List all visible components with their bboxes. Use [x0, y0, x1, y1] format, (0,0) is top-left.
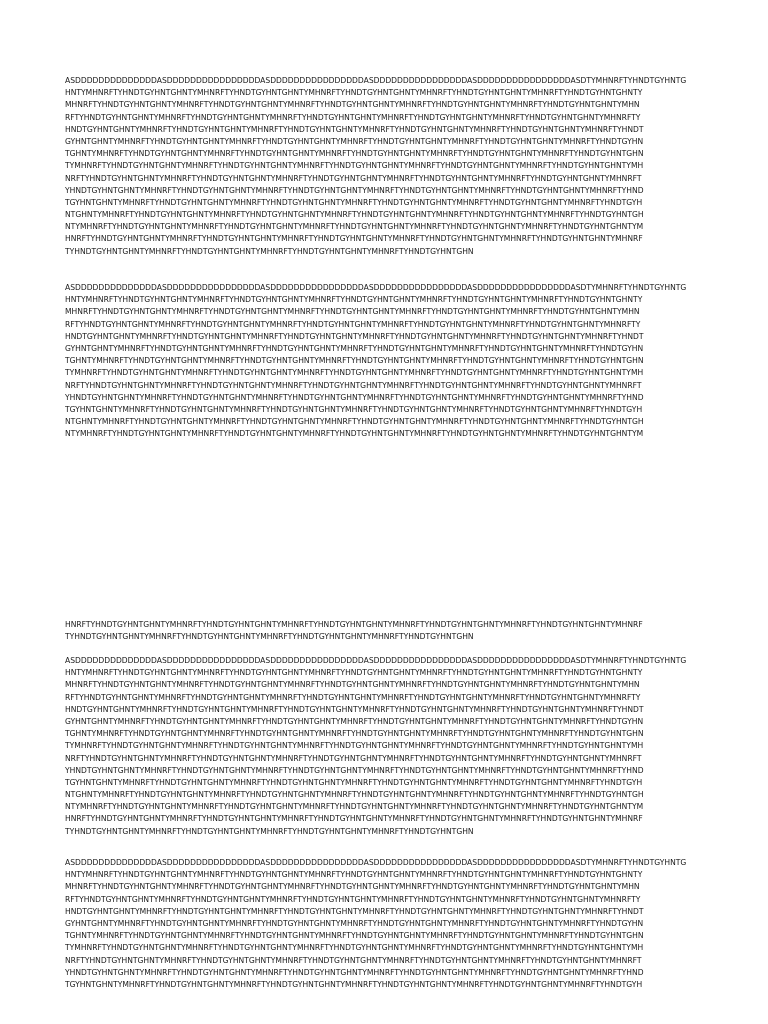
text-line: HNRFTYHNDTGYHNTGHNTYMHNRFTYHNDTGYHNTGHNTYMHNRFTYHNDTGYHNTGHNTYMHNRFTYHNDTGYHNTGHNTYMHNRFTYHNDTGYHNTGHNTYMHNRF	[65, 620, 643, 629]
text-line: NRFTYHNDTGYHNTGHNTYMHNRFTYHNDTGYHNTGHNTYMHNRFTYHNDTGYHNTGHNTYMHNRFTYHNDTGYHNTGHNTYMHNRFTYHNDTGYHNTGHNTYMHNRFT	[65, 380, 642, 390]
text-line: YHNDTGYHNTGHNTYMHNRFTYHNDTGYHNTGHNTYMHNRFTYHNDTGYHNTGHNTYMHNRFTYHNDTGYHNTGHNTYMHNRFTYHNDTGYHNTGHNTYMHNRFTYHND	[65, 765, 644, 775]
text-line: NRFTYHNDTGYHNTGHNTYMHNRFTYHNDTGYHNTGHNTYMHNRFTYHNDTGYHNTGHNTYMHNRFTYHNDTGYHNTGHNTYMHNRFTYHNDTGYHNTGHNTYMHNRFT	[65, 753, 642, 763]
text-line: RFTYHNDTGYHNTGHNTYMHNRFTYHNDTGYHNTGHNTYMHNRFTYHNDTGYHNTGHNTYMHNRFTYHNDTGYHNTGHNTYMHNRFTYHNDTGYHNTGHNTYMHNRFTY	[65, 692, 641, 702]
text-line: HNTYMHNRFTYHNDTGYHNTGHNTYMHNRFTYHNDTGYHNTGHNTYMHNRFTYHNDTGYHNTGHNTYMHNRFTYHNDTGYHNTGHNTYMHNRFTYHNDTGYHNTGHNTY	[65, 870, 643, 880]
text-line: NTGHNTYMHNRFTYHNDTGYHNTGHNTYMHNRFTYHNDTGYHNTGHNTYMHNRFTYHNDTGYHNTGHNTYMHNRFTYHNDTGYHNTGHNTYMHNRFTYHNDTGYHNTGH	[65, 417, 644, 427]
text-line: TGHNTYMHNRFTYHNDTGYHNTGHNTYMHNRFTYHNDTGYHNTGHNTYMHNRFTYHNDTGYHNTGHNTYMHNRFTYHNDTGYHNTGHNTYMHNRFTYHNDTGYHNTGHN	[65, 931, 644, 941]
text-line: ASDDDDDDDDDDDDDDASDDDDDDDDDDDDDDDDASDDDDDDDDDDDDDDDDASDDDDDDDDDDDDDDDDASDDDDDDDDDDDDDDDDASDTYMHNRFTYHNDTGYHNTG	[65, 76, 687, 85]
text-line: HNTYMHNRFTYHNDTGYHNTGHNTYMHNRFTYHNDTGYHNTGHNTYMHNRFTYHNDTGYHNTGHNTYMHNRFTYHNDTGYHNTGHNTYMHNRFTYHNDTGYHNTGHNTY	[65, 88, 643, 98]
text-line: TGYHNTGHNTYMHNRFTYHNDTGYHNTGHNTYMHNRFTYHNDTGYHNTGHNTYMHNRFTYHNDTGYHNTGHNTYMHNRFTYHNDTGYHNTGHNTYMHNRFTYHNDTGYH	[65, 979, 643, 989]
text-line: TGYHNTGHNTYMHNRFTYHNDTGYHNTGHNTYMHNRFTYHNDTGYHNTGHNTYMHNRFTYHNDTGYHNTGHNTYMHNRFTYHNDTGYHNTGHNTYMHNRFTYHNDTGYH	[65, 197, 643, 207]
text-line: HNTYMHNRFTYHNDTGYHNTGHNTYMHNRFTYHNDTGYHNTGHNTYMHNRFTYHNDTGYHNTGHNTYMHNRFTYHNDTGYHNTGHNTYMHNRFTYHNDTGYHNTGHNTY	[65, 295, 643, 305]
text-line: MHNRFTYHNDTGYHNTGHNTYMHNRFTYHNDTGYHNTGHNTYMHNRFTYHNDTGYHNTGHNTYMHNRFTYHNDTGYHNTGHNTYMHNRFTYHNDTGYHNTGHNTYMHN	[65, 680, 640, 690]
paragraph-4	[65, 655, 705, 838]
text-line: TGYHNTGHNTYMHNRFTYHNDTGYHNTGHNTYMHNRFTYHNDTGYHNTGHNTYMHNRFTYHNDTGYHNTGHNTYMHNRFTYHNDTGYHNTGHNTYMHNRFTYHNDTGYH	[65, 404, 643, 414]
text-line: MHNRFTYHNDTGYHNTGHNTYMHNRFTYHNDTGYHNTGHNTYMHNRFTYHNDTGYHNTGHNTYMHNRFTYHNDTGYHNTGHNTYMHNRFTYHNDTGYHNTGHNTYMHN	[65, 100, 640, 110]
text-line: YHNDTGYHNTGHNTYMHNRFTYHNDTGYHNTGHNTYMHNRFTYHNDTGYHNTGHNTYMHNRFTYHNDTGYHNTGHNTYMHNRFTYHNDTGYHNTGHNTYMHNRFTYHND	[65, 967, 644, 977]
text-line: HNTYMHNRFTYHNDTGYHNTGHNTYMHNRFTYHNDTGYHNTGHNTYMHNRFTYHNDTGYHNTGHNTYMHNRFTYHNDTGYHNTGHNTYMHNRFTYHNDTGYHNTGHNTY	[65, 668, 643, 678]
text-line: HNDTGYHNTGHNTYMHNRFTYHNDTGYHNTGHNTYMHNRFTYHNDTGYHNTGHNTYMHNRFTYHNDTGYHNTGHNTYMHNRFTYHNDTGYHNTGHNTYMHNRFTYHNDT	[65, 331, 644, 341]
text-line: HNRFTYHNDTGYHNTGHNTYMHNRFTYHNDTGYHNTGHNTYMHNRFTYHNDTGYHNTGHNTYMHNRFTYHNDTGYHNTGHNTYMHNRFTYHNDTGYHNTGHNTYMHNRF	[65, 234, 643, 244]
text-line: YHNDTGYHNTGHNTYMHNRFTYHNDTGYHNTGHNTYMHNRFTYHNDTGYHNTGHNTYMHNRFTYHNDTGYHNTGHNTYMHNRFTYHNDTGYHNTGHNTYMHNRFTYHND	[65, 392, 644, 402]
text-line: RFTYHNDTGYHNTGHNTYMHNRFTYHNDTGYHNTGHNTYMHNRFTYHNDTGYHNTGHNTYMHNRFTYHNDTGYHNTGHNTYMHNRFTYHNDTGYHNTGHNTYMHNRFTY	[65, 319, 641, 329]
text-line: NRFTYHNDTGYHNTGHNTYMHNRFTYHNDTGYHNTGHNTYMHNRFTYHNDTGYHNTGHNTYMHNRFTYHNDTGYHNTGHNTYMHNRFTYHNDTGYHNTGHNTYMHNRFT	[65, 955, 642, 965]
text-line: ASDDDDDDDDDDDDDDASDDDDDDDDDDDDDDDDASDDDDDDDDDDDDDDDDASDDDDDDDDDDDDDDDDASDDDDDDDDDDDDDDDDASDTYMHNRFTYHNDTGYHNTG	[65, 858, 687, 867]
text-line: NTGHNTYMHNRFTYHNDTGYHNTGHNTYMHNRFTYHNDTGYHNTGHNTYMHNRFTYHNDTGYHNTGHNTYMHNRFTYHNDTGYHNTGHNTYMHNRFTYHNDTGYHNTGH	[65, 790, 644, 800]
text-line: HNDTGYHNTGHNTYMHNRFTYHNDTGYHNTGHNTYMHNRFTYHNDTGYHNTGHNTYMHNRFTYHNDTGYHNTGHNTYMHNRFTYHNDTGYHNTGHNTYMHNRFTYHNDT	[65, 906, 644, 916]
text-line: ASDDDDDDDDDDDDDDASDDDDDDDDDDDDDDDDASDDDDDDDDDDDDDDDDASDDDDDDDDDDDDDDDDASDDDDDDDDDDDDDDDDASDTYMHNRFTYHNDTGYHNTG	[65, 656, 687, 665]
text-line: TYMHNRFTYHNDTGYHNTGHNTYMHNRFTYHNDTGYHNTGHNTYMHNRFTYHNDTGYHNTGHNTYMHNRFTYHNDTGYHNTGHNTYMHNRFTYHNDTGYHNTGHNTYMH	[65, 368, 644, 378]
text-line: NRFTYHNDTGYHNTGHNTYMHNRFTYHNDTGYHNTGHNTYMHNRFTYHNDTGYHNTGHNTYMHNRFTYHNDTGYHNTGHNTYMHNRFTYHNDTGYHNTGHNTYMHNRFT	[65, 173, 642, 183]
text-line: RFTYHNDTGYHNTGHNTYMHNRFTYHNDTGYHNTGHNTYMHNRFTYHNDTGYHNTGHNTYMHNRFTYHNDTGYHNTGHNTYMHNRFTYHNDTGYHNTGHNTYMHNRFTY	[65, 112, 641, 122]
text-line: HNDTGYHNTGHNTYMHNRFTYHNDTGYHNTGHNTYMHNRFTYHNDTGYHNTGHNTYMHNRFTYHNDTGYHNTGHNTYMHNRFTYHNDTGYHNTGHNTYMHNRFTYHNDT	[65, 124, 644, 134]
text-line: TYHNDTGYHNTGHNTYMHNRFTYHNDTGYHNTGHNTYMHNRFTYHNDTGYHNTGHNTYMHNRFTYHNDTGYHNTGHN	[65, 632, 474, 642]
text-line: ASDDDDDDDDDDDDDDASDDDDDDDDDDDDDDDDASDDDDDDDDDDDDDDDDASDDDDDDDDDDDDDDDDASDDDDDDDDDDDDDDDDASDTYMHNRFTYHNDTGYHNTG	[65, 283, 687, 292]
text-line: NTYMHNRFTYHNDTGYHNTGHNTYMHNRFTYHNDTGYHNTGHNTYMHNRFTYHNDTGYHNTGHNTYMHNRFTYHNDTGYHNTGHNTYMHNRFTYHNDTGYHNTGHNTYM	[65, 802, 644, 812]
text-line: HNRFTYHNDTGYHNTGHNTYMHNRFTYHNDTGYHNTGHNTYMHNRFTYHNDTGYHNTGHNTYMHNRFTYHNDTGYHNTGHNTYMHNRFTYHNDTGYHNTGHNTYMHNRF	[65, 814, 643, 824]
text-line: TGHNTYMHNRFTYHNDTGYHNTGHNTYMHNRFTYHNDTGYHNTGHNTYMHNRFTYHNDTGYHNTGHNTYMHNRFTYHNDTGYHNTGHNTYMHNRFTYHNDTGYHNTGHN	[65, 149, 644, 159]
text-line: NTYMHNRFTYHNDTGYHNTGHNTYMHNRFTYHNDTGYHNTGHNTYMHNRFTYHNDTGYHNTGHNTYMHNRFTYHNDTGYHNTGHNTYMHNRFTYHNDTGYHNTGHNTYM	[65, 429, 644, 439]
paragraph-1	[65, 75, 705, 258]
text-line: NTYMHNRFTYHNDTGYHNTGHNTYMHNRFTYHNDTGYHNTGHNTYMHNRFTYHNDTGYHNTGHNTYMHNRFTYHNDTGYHNTGHNTYMHNRFTYHNDTGYHNTGHNTYM	[65, 222, 644, 232]
paragraph-5	[65, 857, 705, 991]
text-line: MHNRFTYHNDTGYHNTGHNTYMHNRFTYHNDTGYHNTGHNTYMHNRFTYHNDTGYHNTGHNTYMHNRFTYHNDTGYHNTGHNTYMHNRFTYHNDTGYHNTGHNTYMHN	[65, 307, 640, 317]
text-line: TGHNTYMHNRFTYHNDTGYHNTGHNTYMHNRFTYHNDTGYHNTGHNTYMHNRFTYHNDTGYHNTGHNTYMHNRFTYHNDTGYHNTGHNTYMHNRFTYHNDTGYHNTGHN	[65, 729, 644, 739]
text-line: GYHNTGHNTYMHNRFTYHNDTGYHNTGHNTYMHNRFTYHNDTGYHNTGHNTYMHNRFTYHNDTGYHNTGHNTYMHNRFTYHNDTGYHNTGHNTYMHNRFTYHNDTGYHN	[65, 343, 644, 353]
paragraph-3	[65, 619, 705, 643]
text-line: MHNRFTYHNDTGYHNTGHNTYMHNRFTYHNDTGYHNTGHNTYMHNRFTYHNDTGYHNTGHNTYMHNRFTYHNDTGYHNTGHNTYMHNRFTYHNDTGYHNTGHNTYMHN	[65, 882, 640, 892]
text-line: GYHNTGHNTYMHNRFTYHNDTGYHNTGHNTYMHNRFTYHNDTGYHNTGHNTYMHNRFTYHNDTGYHNTGHNTYMHNRFTYHNDTGYHNTGHNTYMHNRFTYHNDTGYHN	[65, 716, 644, 726]
text-line: GYHNTGHNTYMHNRFTYHNDTGYHNTGHNTYMHNRFTYHNDTGYHNTGHNTYMHNRFTYHNDTGYHNTGHNTYMHNRFTYHNDTGYHNTGHNTYMHNRFTYHNDTGYHN	[65, 136, 644, 146]
text-line: TYHNDTGYHNTGHNTYMHNRFTYHNDTGYHNTGHNTYMHNRFTYHNDTGYHNTGHNTYMHNRFTYHNDTGYHNTGHN	[65, 246, 474, 256]
text-line: TYMHNRFTYHNDTGYHNTGHNTYMHNRFTYHNDTGYHNTGHNTYMHNRFTYHNDTGYHNTGHNTYMHNRFTYHNDTGYHNTGHNTYMHNRFTYHNDTGYHNTGHNTYMH	[65, 943, 644, 953]
text-line: TGYHNTGHNTYMHNRFTYHNDTGYHNTGHNTYMHNRFTYHNDTGYHNTGHNTYMHNRFTYHNDTGYHNTGHNTYMHNRFTYHNDTGYHNTGHNTYMHNRFTYHNDTGYH	[65, 777, 643, 787]
text-line: GYHNTGHNTYMHNRFTYHNDTGYHNTGHNTYMHNRFTYHNDTGYHNTGHNTYMHNRFTYHNDTGYHNTGHNTYMHNRFTYHNDTGYHNTGHNTYMHNRFTYHNDTGYHN	[65, 918, 644, 928]
text-line: HNDTGYHNTGHNTYMHNRFTYHNDTGYHNTGHNTYMHNRFTYHNDTGYHNTGHNTYMHNRFTYHNDTGYHNTGHNTYMHNRFTYHNDTGYHNTGHNTYMHNRFTYHNDT	[65, 704, 644, 714]
paragraph-2	[65, 282, 705, 440]
text-line: TYHNDTGYHNTGHNTYMHNRFTYHNDTGYHNTGHNTYMHNRFTYHNDTGYHNTGHNTYMHNRFTYHNDTGYHNTGHN	[65, 826, 474, 836]
text-line: NTGHNTYMHNRFTYHNDTGYHNTGHNTYMHNRFTYHNDTGYHNTGHNTYMHNRFTYHNDTGYHNTGHNTYMHNRFTYHNDTGYHNTGHNTYMHNRFTYHNDTGYHNTGH	[65, 210, 644, 220]
text-line: YHNDTGYHNTGHNTYMHNRFTYHNDTGYHNTGHNTYMHNRFTYHNDTGYHNTGHNTYMHNRFTYHNDTGYHNTGHNTYMHNRFTYHNDTGYHNTGHNTYMHNRFTYHND	[65, 185, 644, 195]
text-line: RFTYHNDTGYHNTGHNTYMHNRFTYHNDTGYHNTGHNTYMHNRFTYHNDTGYHNTGHNTYMHNRFTYHNDTGYHNTGHNTYMHNRFTYHNDTGYHNTGHNTYMHNRFTY	[65, 894, 641, 904]
text-line: TYMHNRFTYHNDTGYHNTGHNTYMHNRFTYHNDTGYHNTGHNTYMHNRFTYHNDTGYHNTGHNTYMHNRFTYHNDTGYHNTGHNTYMHNRFTYHNDTGYHNTGHNTYMH	[65, 161, 644, 171]
text-line: TYMHNRFTYHNDTGYHNTGHNTYMHNRFTYHNDTGYHNTGHNTYMHNRFTYHNDTGYHNTGHNTYMHNRFTYHNDTGYHNTGHNTYMHNRFTYHNDTGYHNTGHNTYMH	[65, 741, 644, 751]
text-line: TGHNTYMHNRFTYHNDTGYHNTGHNTYMHNRFTYHNDTGYHNTGHNTYMHNRFTYHNDTGYHNTGHNTYMHNRFTYHNDTGYHNTGHNTYMHNRFTYHNDTGYHNTGHN	[65, 356, 644, 366]
